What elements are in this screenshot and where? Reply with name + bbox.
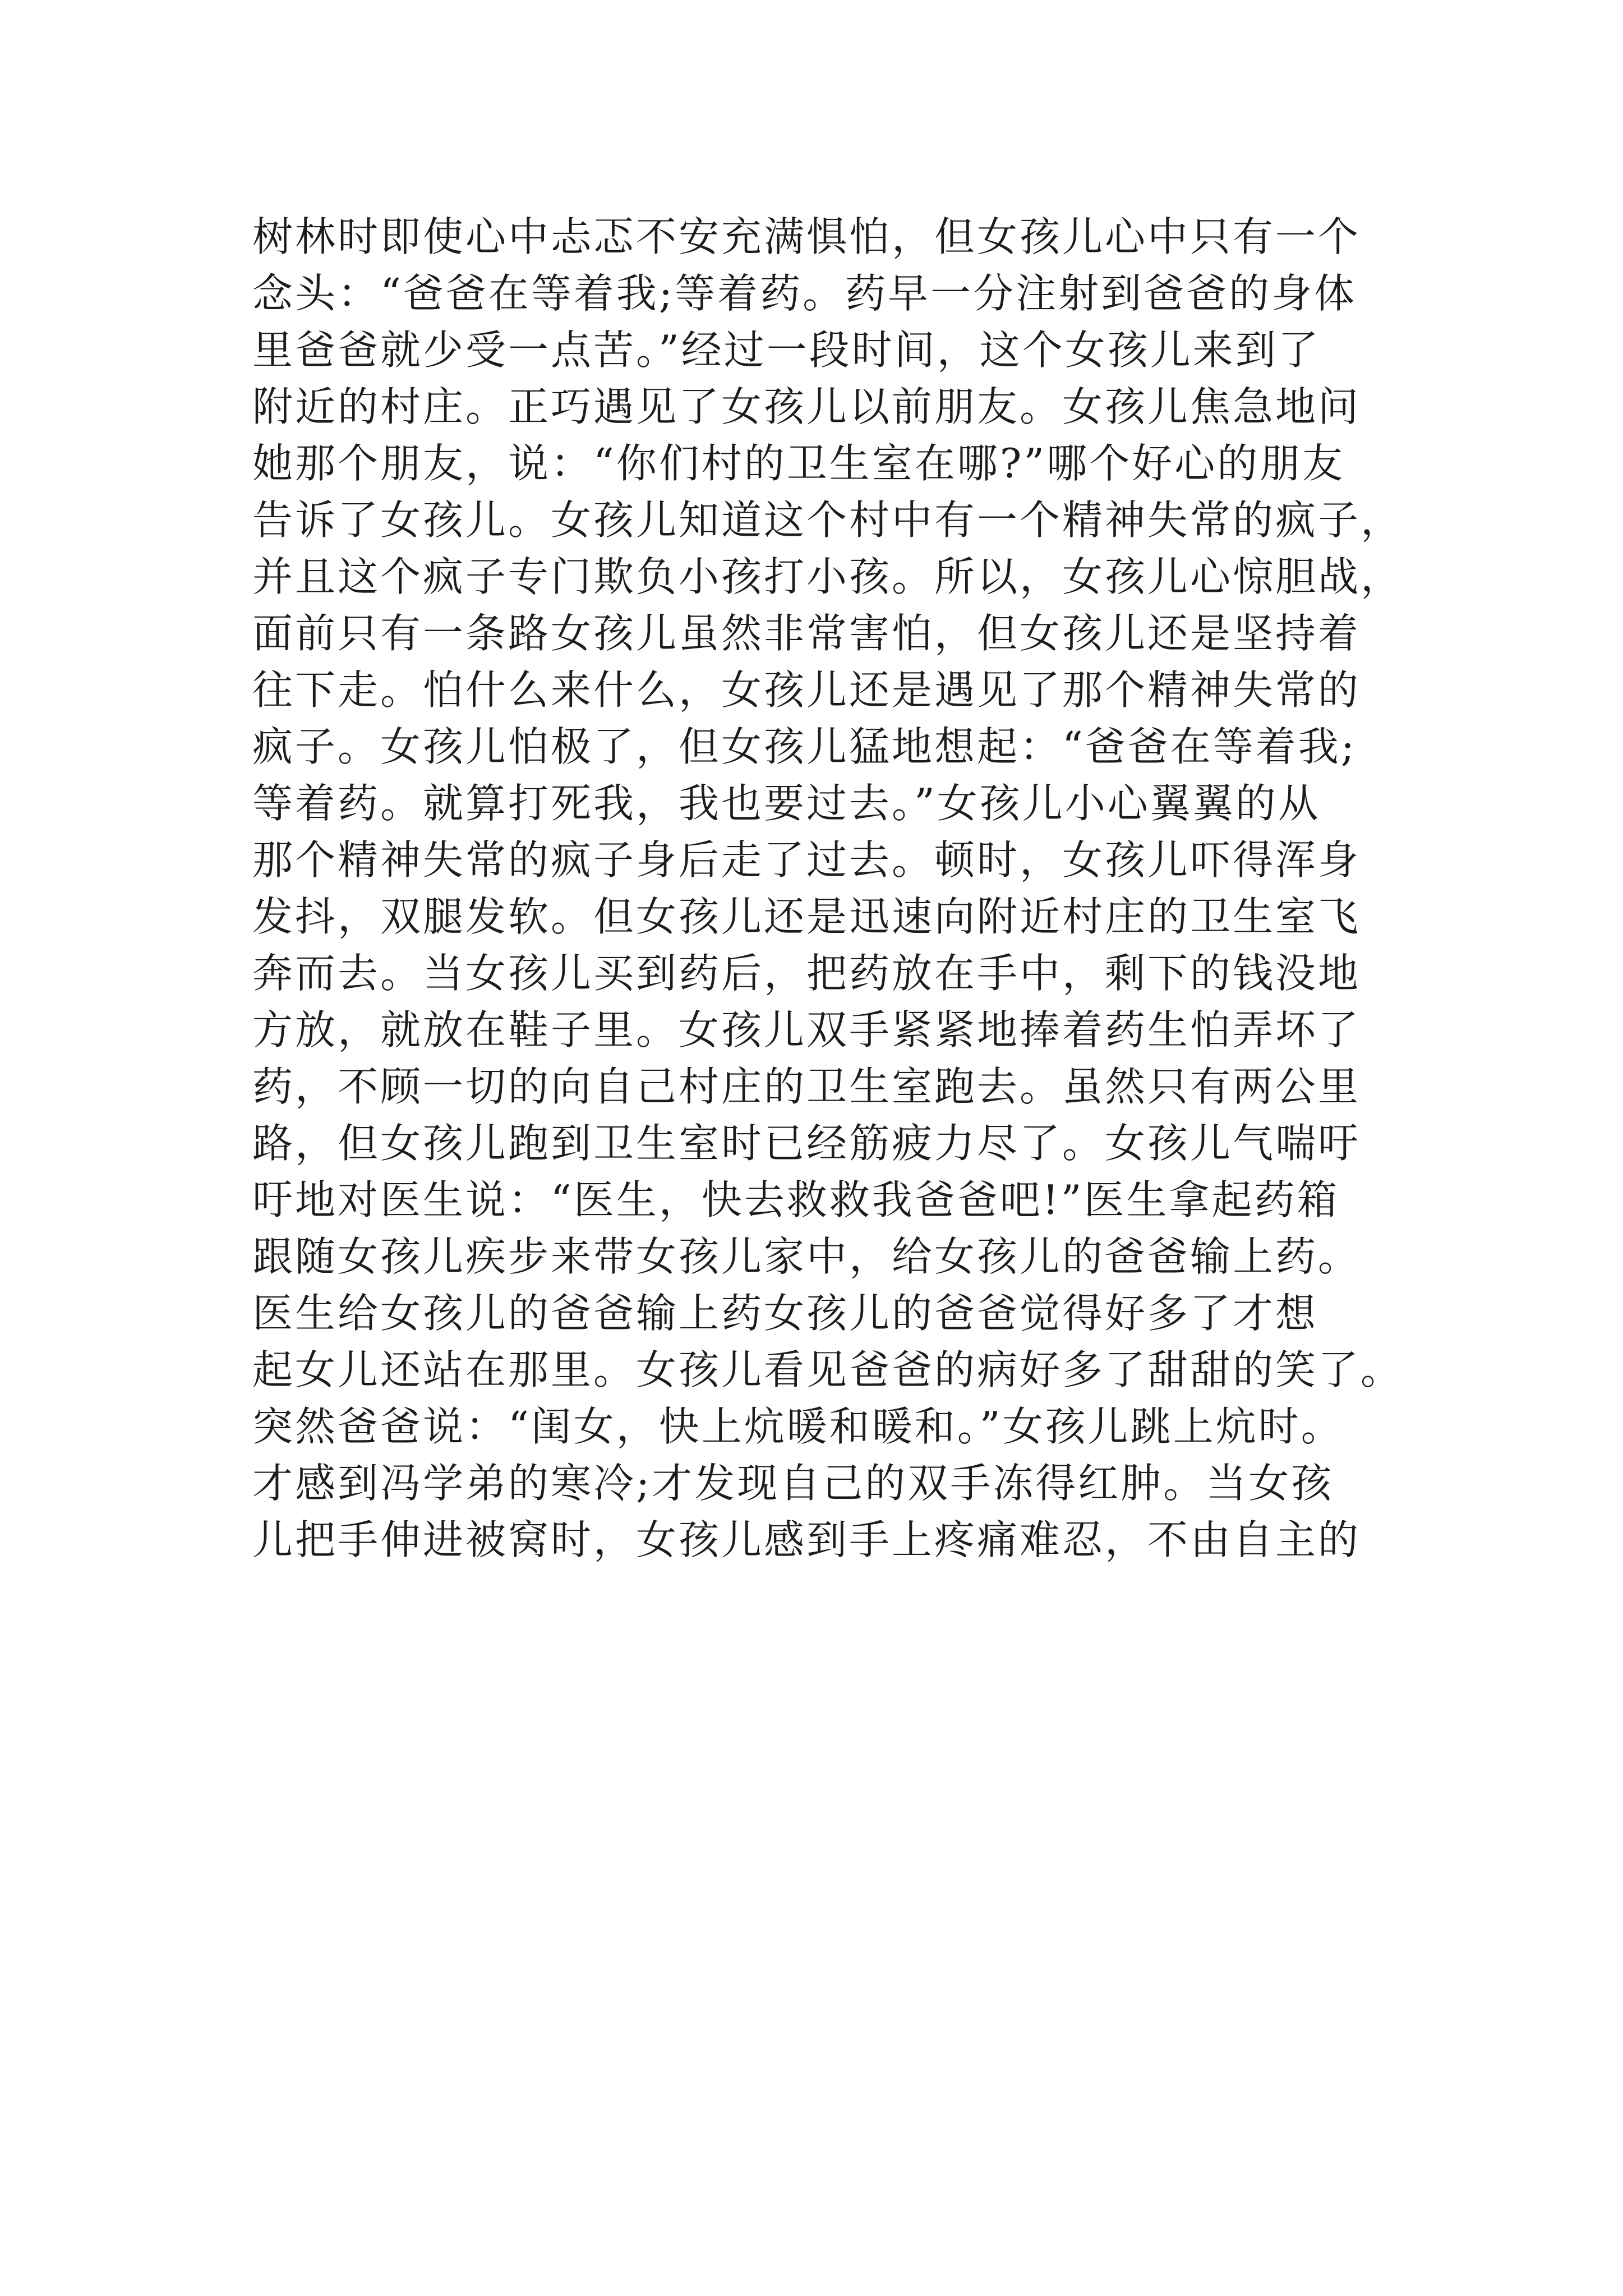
text-line: 并且这个疯子专门欺负小孩打小孩。所以，女孩儿心惊胆战， [252,553,1404,600]
text-line: 吁地对医生说：“医生，快去救救我爸爸吧!”医生拿起药箱 [252,1176,1340,1223]
text-line: 那个精神失常的疯子身后走了过去。顿时，女孩儿吓得浑身 [252,836,1361,884]
text-line: 附近的村庄。正巧遇见了女孩儿以前朋友。女孩儿焦急地问 [252,383,1361,430]
text-line: 念头：“爸爸在等着我;等着药。药早一分注射到爸爸的身体 [252,270,1357,317]
text-line: 里爸爸就少受一点苦。”经过一段时间，这个女孩儿来到了 [252,326,1321,374]
text-line: 疯子。女孩儿怕极了，但女孩儿猛地想起：“爸爸在等着我; [252,723,1357,770]
text-line: 儿把手伸进被窝时，女孩儿感到手上疼痛难忍，不由自主的 [252,1516,1361,1563]
text-line: 路，但女孩儿跑到卫生室时已经筋疲力尽了。女孩儿气喘吁 [252,1120,1361,1167]
text-line: 起女儿还站在那里。女孩儿看见爸爸的病好多了甜甜的笑了。 [252,1346,1404,1393]
text-line: 突然爸爸说：“闺女，快上炕暖和暖和。”女孩儿跳上炕时。 [252,1403,1344,1450]
text-line: 奔而去。当女孩儿买到药后，把药放在手中，剩下的钱没地 [252,950,1361,997]
text-line: 树林时即使心中忐忑不安充满惧怕，但女孩儿心中只有一个 [252,213,1361,260]
text-line: 告诉了女孩儿。女孩儿知道这个村中有一个精神失常的疯子， [252,496,1404,544]
text-line: 等着药。就算打死我，我也要过去。”女孩儿小心翼翼的从 [252,780,1321,827]
text-line: 方放，就放在鞋子里。女孩儿双手紧紧地捧着药生怕弄坏了 [252,1006,1361,1053]
body-text [252,209,1419,1568]
text-line: 她那个朋友，说：“你们村的卫生室在哪?”哪个好心的朋友 [252,440,1345,487]
text-line: 药，不顾一切的向自己村庄的卫生室跑去。虽然只有两公里 [252,1063,1361,1110]
text-line: 医生给女孩儿的爸爸输上药女孩儿的爸爸觉得好多了才想 [252,1290,1318,1337]
text-line: 才感到冯学弟的寒冷;才发现自己的双手冻得红肿。当女孩 [252,1460,1334,1507]
text-line: 往下走。怕什么来什么，女孩儿还是遇见了那个精神失常的 [252,666,1361,714]
text-line: 跟随女孩儿疾步来带女孩儿家中，给女孩儿的爸爸输上药。 [252,1233,1361,1280]
text-line: 面前只有一条路女孩儿虽然非常害怕，但女孩儿还是坚持着 [252,610,1361,657]
text-line: 发抖，双腿发软。但女孩儿还是迅速向附近村庄的卫生室飞 [252,893,1361,940]
